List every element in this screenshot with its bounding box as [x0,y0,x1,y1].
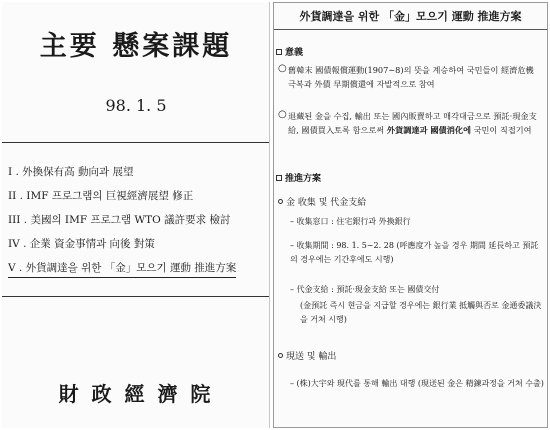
section-heading-plan: 推進方案 [276,171,321,184]
subsection-heading-export: 現送 및 輸出 [278,349,336,362]
square-bullet-icon [276,175,282,181]
bullet-icon: ○ [278,63,287,74]
page-header [274,3,547,30]
page-header-title: 外貨調達을 위한 「金」모으기 運動 推進方案 [299,10,522,23]
document-date: 98. 1. 5 [105,96,167,115]
agenda-item: III . 美國의 IMF 프로그램 WTO 議許要求 檢討 [8,214,231,226]
circle-bullet-icon [278,199,283,204]
plan-item-export: – (株)大宇와 現代를 통해 輸出 대행 (現送된 金은 精鍊과정을 거쳐 수출) [290,379,544,388]
plan-item-payment-note: (金預託 즉시 현금을 지급할 경우에는 銀行業 抵觸與否로 金通委議決을 거쳐 시행) [300,301,542,324]
purpose-paragraph-1: 舊韓末 國債報償運動(1907∼8)의 뜻을 계승하여 국민들이 經濟危機 극복과 外債 早期償還에 자발적으로 참여 [288,65,534,89]
section-heading-purpose: 意義 [276,45,303,58]
circle-bullet-icon [278,353,283,358]
subsection-heading-collection: 金 收集 및 代金支給 [278,195,366,208]
divider [2,142,270,143]
bullet-icon: ○ [278,109,287,120]
left-document-page [2,2,270,428]
ministry-name: 財 政 經 濟 院 [58,382,214,406]
right-document-page [273,2,548,428]
agenda-list [8,162,268,282]
agenda-item: I . 外換保有高 動向과 展望 [8,166,134,178]
agenda-item: IV . 企業 資金事情과 向後 對策 [8,238,155,250]
agenda-item: II . IMF 프로그램의 巨視經濟展望 修正 [8,190,194,202]
purpose-paragraph-2: 退藏된 金을 수집, 輸出 또는 國內販賣하고 매각대금으로 預託·現金支給, 國債買入토록 함으로써 外貨調達과 國債消化에 국민이 직접기여 [288,111,537,135]
plan-item-period: – 收集期間 : 98. 1. 5∼2. 28 (呼應度가 높을 경우 期間 延長하고 預託의 경우에는 기간후에도 시행) [290,241,539,264]
document-title: 主要 懸案課題 [39,31,233,62]
divider [2,296,270,297]
plan-item-window: – 收集窓口 : 住宅銀行과 外換銀行 [290,217,411,226]
agenda-item-highlighted: V . 外貨調達을 위한 「金」모으기 運動 推進方案 [8,258,236,278]
plan-item-payment: – 代金支給 : 預託·現金支給 또는 國債交付 [290,285,440,294]
square-bullet-icon [276,49,282,55]
